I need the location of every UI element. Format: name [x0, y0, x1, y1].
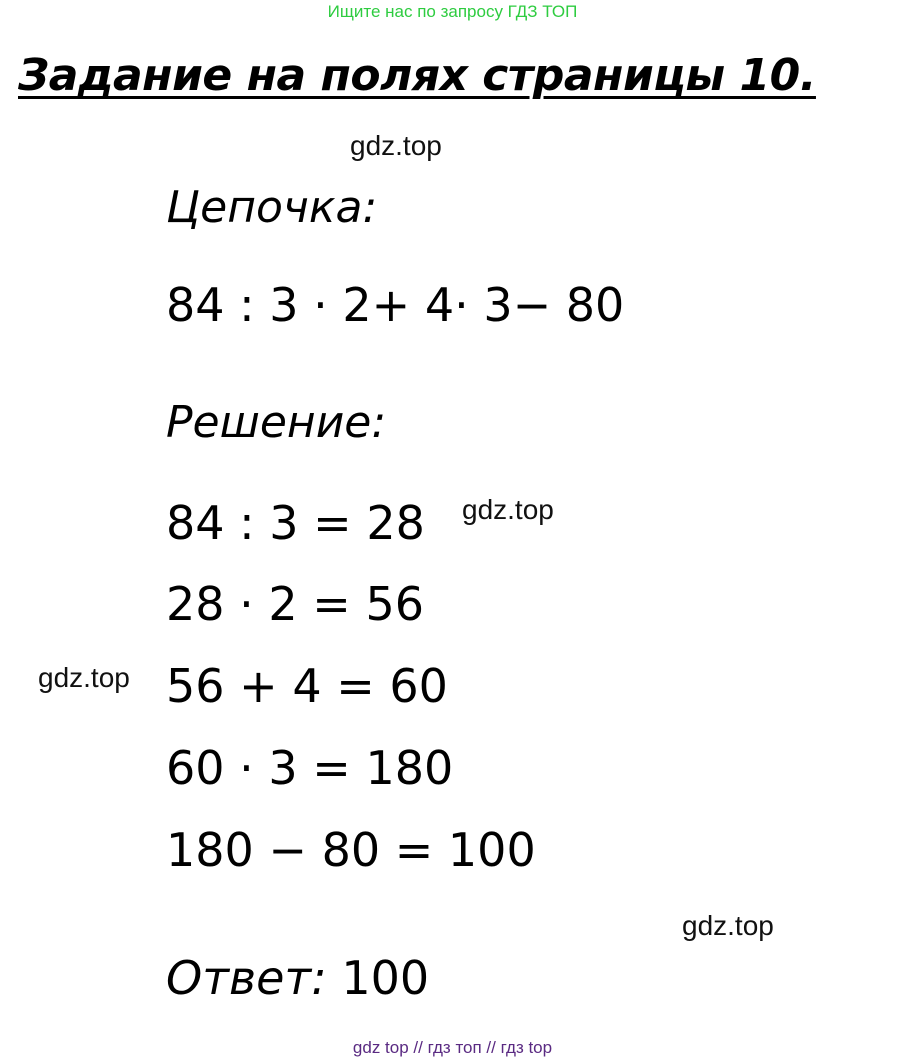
solution-step: 28 · 2 = 56 [166, 577, 424, 631]
watermark: gdz.top [38, 662, 130, 693]
answer-label: Ответ: [166, 951, 327, 1005]
solution-heading: Решение: [166, 397, 387, 448]
page-title: Задание на полях страницы 10. [18, 50, 816, 101]
chain-heading: Цепочка: [166, 182, 378, 233]
answer-line [166, 950, 429, 1006]
solution-step: 60 · 3 = 180 [166, 741, 454, 795]
footer-links[interactable]: gdz top // гдз топ // гдз top [352, 1038, 553, 1057]
answer-value: 100 [341, 951, 430, 1005]
solution-step: 84 : 3 = 28 [166, 496, 425, 550]
solution-step: 180 − 80 = 100 [166, 823, 536, 877]
chain-expression: 84 : 3 · 2+ 4· 3− 80 [166, 278, 625, 332]
top-banner[interactable]: Ищите нас по запросу ГДЗ ТОП [327, 2, 578, 21]
watermark: gdz.top [462, 494, 554, 525]
watermark: gdz.top [350, 130, 442, 161]
solution-step: 56 + 4 = 60 [166, 659, 448, 713]
watermark: gdz.top [682, 910, 774, 941]
